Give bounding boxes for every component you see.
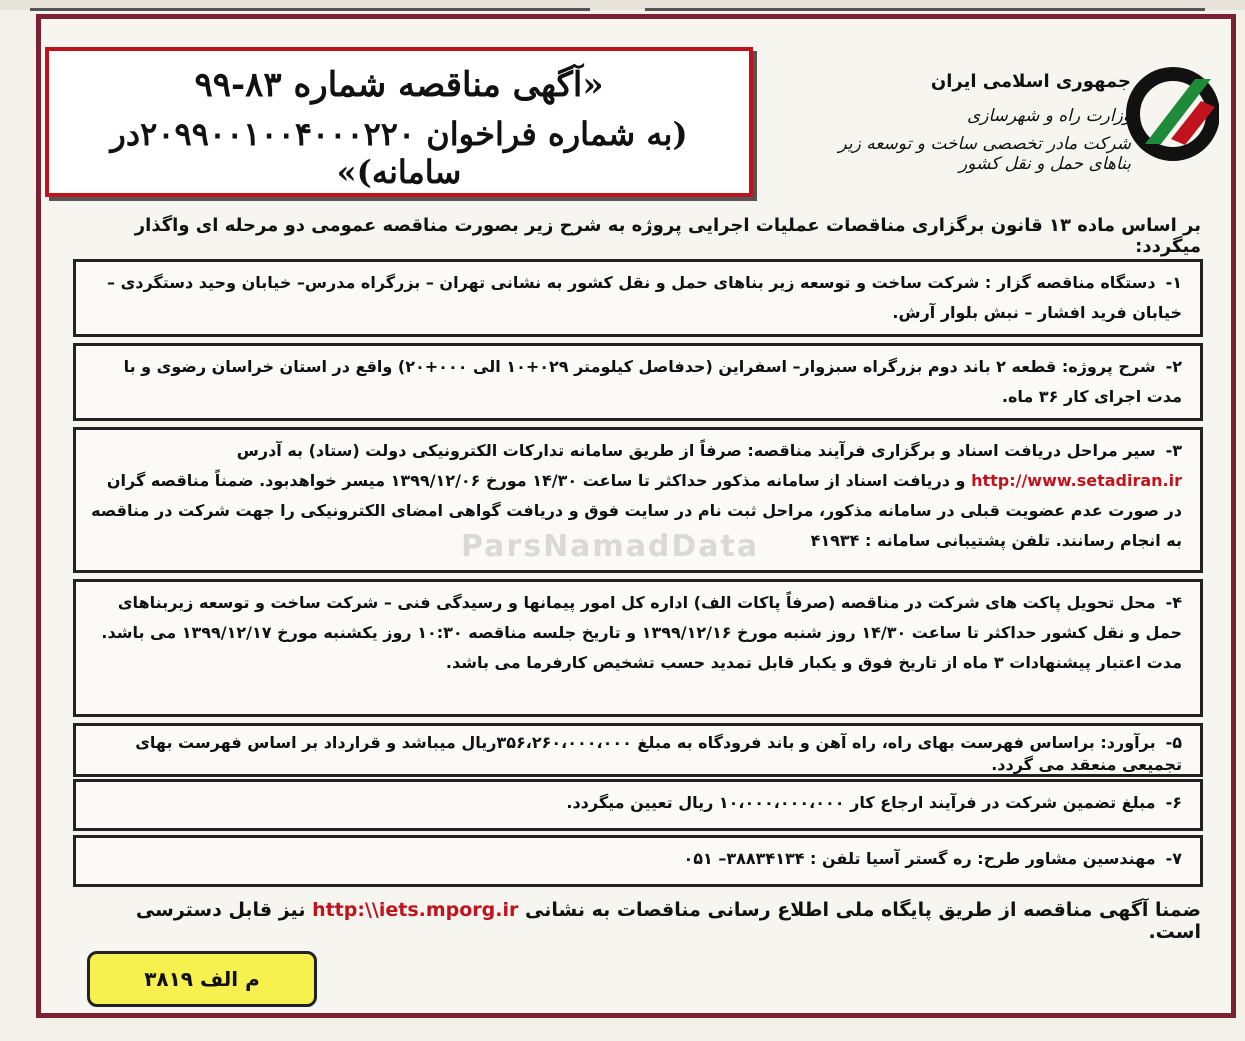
iets-link[interactable]: http:\\iets.mporg.ir <box>312 899 519 921</box>
top-rule-left <box>30 0 590 11</box>
footer-text-a: ضمنا آگهی مناقصه از طریق پایگاه ملی اطلاع رسانی مناقصات به نشانی <box>525 899 1201 921</box>
title-line1: «آگهی مناقصه شماره ۸۳-۹۹ <box>194 65 604 105</box>
org-country: جمهوری اسلامی ایران <box>930 71 1131 92</box>
organization <box>811 71 1131 174</box>
org-company: شرکت مادر تخصصی ساخت و توسعه زیر بناهای حمل و نقل کشور <box>838 134 1131 174</box>
item-text: مبلغ تضمین شرکت در فرآیند ارجاع کار ۱۰،۰۰۰،۰۰۰،۰۰۰ ریال تعیین میگردد. <box>566 793 1156 812</box>
item-1 <box>73 259 1203 337</box>
item-text-a: سیر مراحل دریافت اسناد و برگزاری فرآیند مناقصه: صرفاً از طریق سامانه تدارکات الکترونیکی دولت (ستاد) به آدرس <box>236 441 1156 460</box>
item-2 <box>73 343 1203 421</box>
setad-link[interactable]: http://www.setadiran.ir <box>971 471 1182 490</box>
item-number: ۱- <box>1165 273 1182 292</box>
item-text-b: مدت اعتبار پیشنهادات ۳ ماه از تاریخ فوق و یکبار قابل تمدید حسب تشخیص کارفرما می باشد. <box>445 653 1182 672</box>
watermark: ParsNamadData <box>461 529 760 564</box>
header <box>41 19 1231 209</box>
notice-frame <box>36 14 1236 1018</box>
org-ministry: وزارت راه و شهرسازی <box>966 106 1131 126</box>
intro-text: بر اساس ماده ۱۳ قانون برگزاری مناقصات عملیات اجرایی پروژه به شرح زیر بصورت مناقصه عمومی دو مرحله ای واگذار میگردد: <box>134 215 1201 257</box>
item-7 <box>73 835 1203 887</box>
item-text: دستگاه مناقصه گزار : شرکت ساخت و توسعه زیر بناهای حمل و نقل کشور به نشانی تهران – بزرگراه مدرس– خیابان وحید دستگردی – خیابان فرید افشار – نبش بلوار آرش. <box>107 273 1182 322</box>
item-6 <box>73 779 1203 831</box>
item-text: محل تحویل پاکت های شرکت در مناقصه (صرفاً پاکات الف) اداره کل امور پیمانها و رسیدگی فنی – شرکت ساخت و توسعه زیربناهای حمل و نقل کشور حداکثر تا ساعت ۱۴/۳۰ روز شنبه مورخ ۱۳۹۹/۱۲/۱۶ و تاریخ جلسه مناقصه ۱۰:۳۰ روز یکشنبه مورخ ۱۳۹۹/۱۲/۱۷ می باشد. <box>101 593 1182 642</box>
item-text: برآورد: براساس فهرست بهای راه، راه آهن و باند فرودگاه به مبلغ ۳۵۶،۲۶۰،۰۰۰،۰۰۰ریال میباشد و قرارداد بر اساس فهرست بهای تجمیعی منعقد می گردد. <box>135 733 1182 774</box>
item-5 <box>73 723 1203 777</box>
item-text-b: و دریافت اسناد از سامانه مذکور حداکثر تا ساعت ۱۴/۳۰ مورخ ۱۳۹۹/۱۲/۰۶ میسر خواهدبود. ضمناً مناقصه گران در صورت عدم عضویت قبلی در سامانه مذکور، مراحل ثبت نام در سایت فوق و دریافت گواهی امضای الکترونیکی را جهت شرکت در مناقصه به انجام رسانند. تلفن پشتیبانی سامانه : ۴۱۹۳۴ <box>91 471 1182 550</box>
item-text: شرح پروژه: قطعه ۲ باند دوم بزرگراه سبزوار– اسفراین (حدفاصل کیلومتر ۰۲۹+۱۰ الی ۰۰۰+۲۰) واقع در استان خراسان رضوی و با مدت اجرای کار ۳۶ ماه. <box>123 357 1182 406</box>
title-box <box>45 47 753 197</box>
item-number: ۷- <box>1165 849 1182 868</box>
item-text: مهندسین مشاور طرح: ره گستر آسیا تلفن : ۳۸۸۳۴۱۳۴– ۰۵۱ <box>683 849 1156 868</box>
footer-note <box>111 899 1201 943</box>
item-number: ۳- <box>1165 441 1182 460</box>
title-line2: (به شماره فراخوان ۲۰۹۹۰۰۱۰۰۴۰۰۰۲۲۰در سامانه)» <box>110 115 688 191</box>
ministry-logo-icon <box>1123 49 1219 179</box>
top-rule-right <box>645 0 1205 11</box>
top-strip <box>0 0 1245 10</box>
item-number: ۵- <box>1165 733 1182 752</box>
item-number: ۲- <box>1165 357 1182 376</box>
item-number: ۴- <box>1165 593 1182 612</box>
item-number: ۶- <box>1165 793 1182 812</box>
item-4 <box>73 579 1203 717</box>
notice-code-badge: م الف ۳۸۱۹ <box>87 951 317 1007</box>
footer-text-b: نیز قابل دسترسی است. <box>135 899 1201 943</box>
